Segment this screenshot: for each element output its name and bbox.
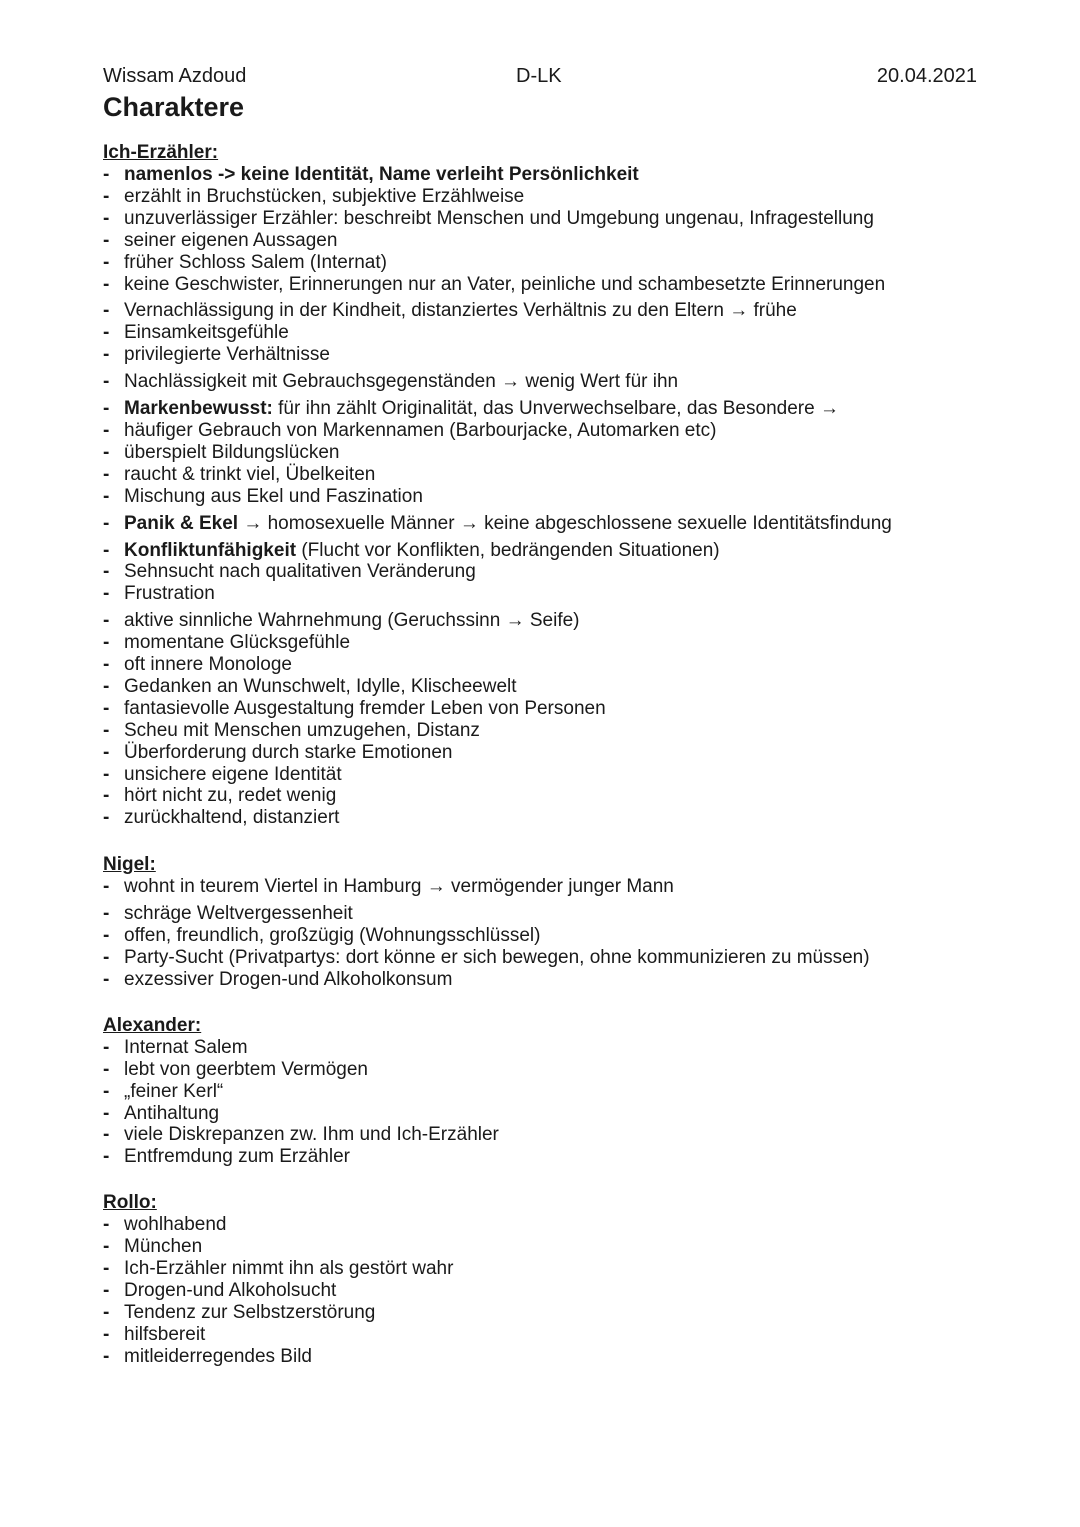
list-item: - Nachlässigkeit mit Gebrauchsgegenständen → wenig Wert für ihn [103, 371, 679, 393]
list-item: - Panik & Ekel → homosexuelle Männer → keine abgeschlossene sexuelle Identitätsfindung [103, 512, 892, 534]
list-item: - unzuverlässiger Erzähler: beschreibt Menschen und Umgebung ungenau, Infragestellung [103, 207, 874, 229]
list-item: - Gedanken an Wunschwelt, Idylle, Klischeewelt [103, 675, 517, 697]
list-item: - Ich-Erzähler nimmt ihn als gestört wahr [103, 1258, 454, 1280]
section-heading-nigel: Nigel: [103, 854, 156, 876]
list-item: - Antihaltung [103, 1102, 220, 1124]
list-item: - unsichere eigene Identität [103, 763, 342, 785]
section-rollo [103, 1191, 977, 1367]
list-item: - Drogen-und Alkoholsucht [103, 1279, 337, 1301]
list-alexander [103, 1037, 977, 1168]
list-item: - München [103, 1236, 203, 1258]
list-item: - häufiger Gebrauch von Markennamen (Barbourjacke, Automarken etc) [103, 419, 717, 441]
list-item: - erzählt in Bruchstücken, subjektive Erzählweise [103, 185, 525, 207]
section-ich-erzaehler [103, 141, 977, 829]
section-alexander [103, 1014, 977, 1168]
list-item: - Mischung aus Ekel und Faszination [103, 485, 423, 507]
list-item: - fantasievolle Ausgestaltung fremder Leben von Personen [103, 697, 606, 719]
list-item: - aktive sinnliche Wahrnehmung (Geruchssinn → Seife) [103, 610, 580, 632]
list-item: - hilfsbereit [103, 1323, 206, 1345]
list-item: - oft innere Monologe [103, 654, 292, 676]
list-item: - Scheu mit Menschen umzugehen, Distanz [103, 719, 480, 741]
list-item: - Überforderung durch starke Emotionen [103, 741, 453, 763]
section-heading-rollo: Rollo: [103, 1192, 157, 1214]
list-item: - Markenbewusst: für ihn zählt Originalität, das Unverwechselbare, das Besondere → [103, 398, 839, 420]
list-item: - raucht & trinkt viel, Übelkeiten [103, 463, 376, 485]
section-heading-ich-erzaehler: Ich-Erzähler: [103, 142, 219, 163]
list-item: - seiner eigenen Aussagen [103, 229, 338, 251]
list-item: - früher Schloss Salem (Internat) [103, 251, 387, 273]
section-nigel [103, 853, 977, 991]
course-name: D-LK [516, 65, 562, 87]
list-item: - zurückhaltend, distanziert [103, 807, 340, 829]
list-nigel [103, 876, 977, 991]
list-item: - Frustration [103, 583, 215, 605]
list-item: - Sehnsucht nach qualitativen Veränderung [103, 561, 476, 583]
list-item: - exzessiver Drogen-und Alkoholkonsum [103, 968, 453, 990]
list-item: - Konfliktunfähigkeit (Flucht vor Konflikten, bedrängenden Situationen) [103, 539, 720, 561]
section-heading-alexander: Alexander: [103, 1014, 202, 1036]
list-item: - momentane Glücksgefühle [103, 632, 351, 654]
list-item: - viele Diskrepanzen zw. Ihm und Ich-Erzähler [103, 1124, 499, 1146]
list-item: - Tendenz zur Selbstzerstörung [103, 1301, 376, 1323]
document-page [103, 62, 977, 1368]
list-item: - privilegierte Verhältnisse [103, 344, 330, 366]
list-item: - Entfremdung zum Erzähler [103, 1146, 350, 1168]
list-item: - offen, freundlich, großzügig (Wohnungsschlüssel) [103, 925, 541, 947]
list-item: - Internat Salem [103, 1036, 248, 1058]
list-item: - Einsamkeitsgefühle [103, 322, 289, 344]
list-item: - wohnt in teurem Viertel in Hamburg → vermögender junger Mann [103, 876, 674, 898]
list-item: - lebt von geerbtem Vermögen [103, 1058, 368, 1080]
author-name: Wissam Azdoud [103, 65, 247, 87]
list-item: - überspielt Bildungslücken [103, 441, 340, 463]
list-item: - namenlos -> keine Identität, Name verleiht Persönlichkeit [103, 164, 639, 185]
list-item: - Vernachlässigung in der Kindheit, distanziertes Verhältnis zu den Eltern → frühe [103, 300, 797, 322]
document-header [103, 62, 977, 90]
list-rollo [103, 1214, 977, 1367]
document-date: 20.04.2021 [876, 65, 977, 87]
list-item: - wohlhabend [103, 1214, 227, 1236]
list-item: - schräge Weltvergessenheit [103, 903, 353, 925]
list-item: - „feiner Kerl“ [103, 1080, 224, 1102]
list-item: - hört nicht zu, redet wenig [103, 785, 337, 807]
list-item: - keine Geschwister, Erinnerungen nur an Vater, peinliche und schambesetzte Erinnerungen [103, 273, 886, 295]
list-item: - mitleiderregendes Bild [103, 1345, 312, 1367]
page-title: Charaktere [103, 92, 245, 122]
list-item: - Party-Sucht (Privatpartys: dort könne er sich bewegen, ohne kommunizieren zu müssen) [103, 947, 870, 968]
list-ich-erzaehler [103, 164, 977, 829]
